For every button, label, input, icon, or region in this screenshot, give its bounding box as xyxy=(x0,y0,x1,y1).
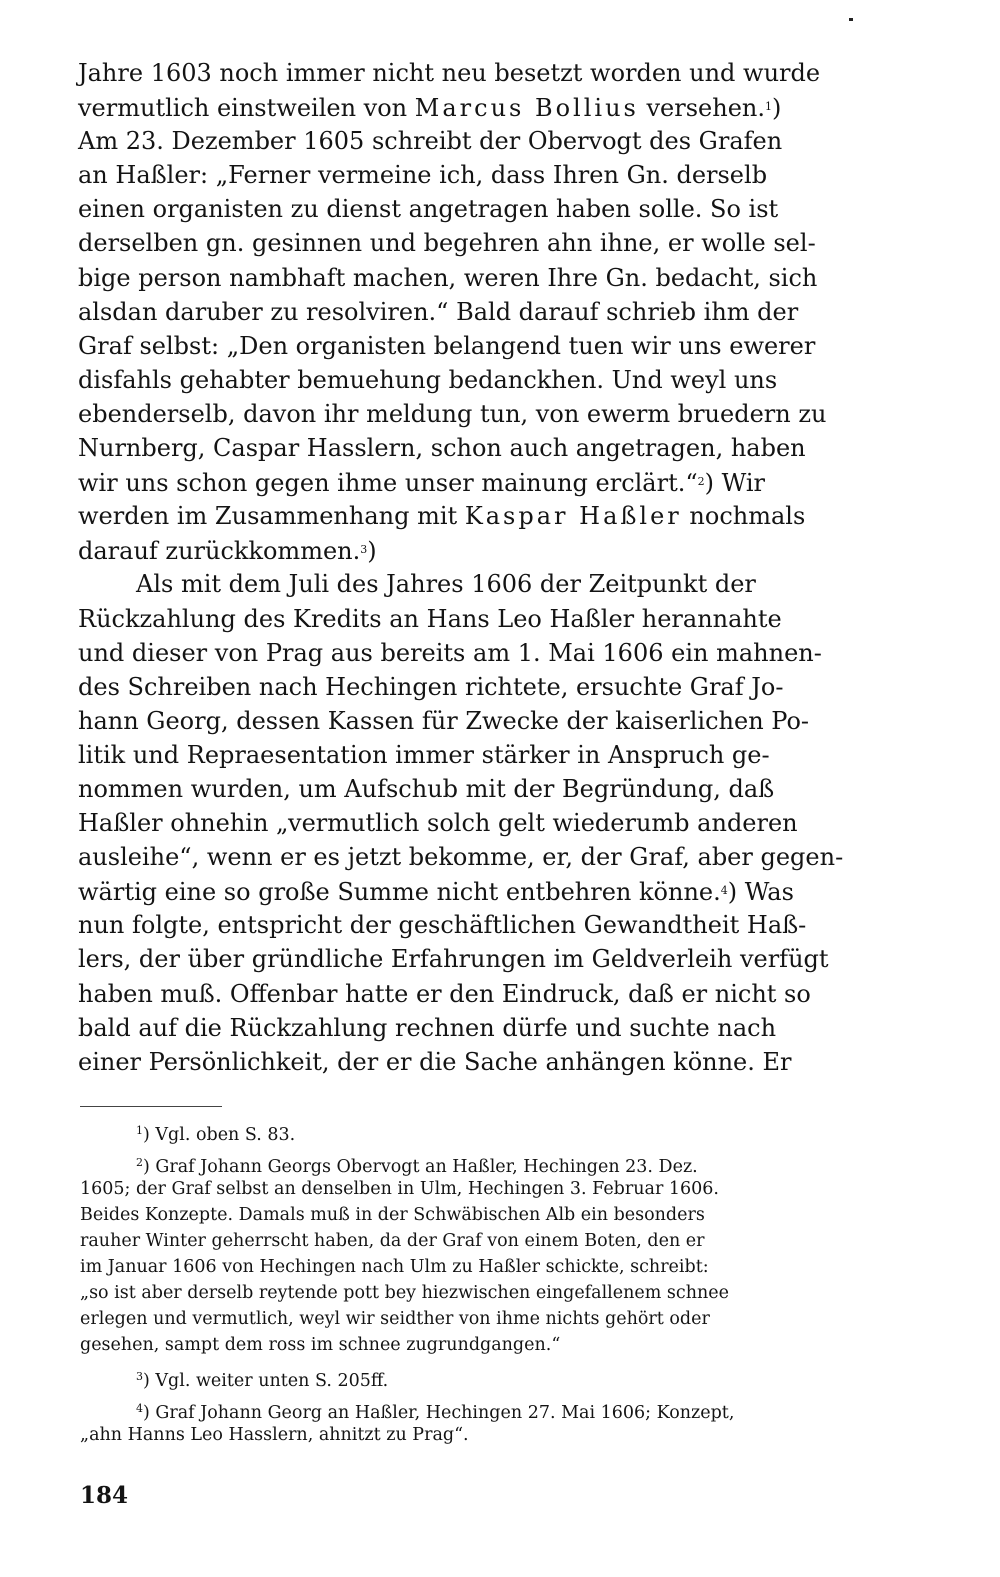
ink-speck xyxy=(849,18,853,21)
text-line: ausleihe“, wenn er es jetzt bekomme, er, der Graf, aber gegen- xyxy=(78,843,844,872)
footnote-mark: 3 xyxy=(136,1370,143,1383)
text-line: Jahre 1603 noch immer nicht neu besetzt worden und wurde xyxy=(78,59,821,87)
footnote-1: $^1$) Vgl. oben S. 83. xyxy=(136,1124,296,1145)
text-line: vermutlich einstweilen von Marcus Bollius versehen.$^1$) xyxy=(78,94,782,123)
footnote-line: rauher Winter geherrscht haben, da der Graf von einem Boten, den er xyxy=(80,1231,705,1251)
footnote-3: $^3$) Vgl. weiter unten S. 205ff. xyxy=(136,1370,389,1391)
main-text xyxy=(78,56,914,1079)
text-line: Haßler ohnehin „vermutlich solch gelt wiederumb anderen xyxy=(78,809,798,838)
text-line: hann Georg, dessen Kassen für Zwecke der kaiserlichen Po- xyxy=(78,706,810,735)
footnote-2: $^2$) Graf Johann Georgs Obervogt an Haßler, Hechingen 23. Dez. xyxy=(136,1156,698,1177)
text-line: nun folgte, entspricht der geschäftlichen Gewandtheit Haß- xyxy=(78,911,807,940)
text-line: bige person nambhaft machen, weren Ihre Gn. bedacht, sich xyxy=(78,263,818,292)
text-line: disfahls gehabter bemuehung bedanckhen. Und weyl uns xyxy=(78,365,778,394)
page-number: 184 xyxy=(80,1482,129,1509)
footnote-line: Beides Konzepte. Damals muß in der Schwäbischen Alb ein besonders xyxy=(80,1205,705,1225)
footnote-line: 1605; der Graf selbst an denselben in Ulm, Hechingen 3. Februar 1606. xyxy=(80,1179,719,1199)
footnote-ref: 2 xyxy=(697,475,705,489)
text-line: derselben gn. gesinnen und begehren ahn ihne, er wolle sel- xyxy=(78,229,816,258)
footnote-mark: 1 xyxy=(136,1124,143,1137)
text-line: wir uns schon gegen ihme unser mainung erclärt.“$^2$) Wir xyxy=(78,469,766,498)
text-line: wärtig eine so große Summe nicht entbehren könne.$^4$) Was xyxy=(78,878,794,907)
text-line: einer Persönlichkeit, der er die Sache anhängen könne. Er xyxy=(78,1047,792,1076)
footnote-line: gesehen, sampt dem ross im schnee zugrundgangen.“ xyxy=(80,1335,561,1355)
footnote-ref: 3 xyxy=(360,543,368,557)
text-line: darauf zurückkommen.$^3$) xyxy=(78,537,377,566)
spaced-name: Marcus Bollius xyxy=(414,94,639,123)
text-line: nommen wurden, um Aufschub mit der Begründung, daß xyxy=(78,774,775,803)
footnote-ref: 1 xyxy=(765,100,772,114)
text-line: werden im Zusammenhang mit Kaspar Haßler nochmals xyxy=(78,502,806,531)
text-line: und dieser von Prag aus bereits am 1. Mai 1606 ein mahnen- xyxy=(78,638,822,667)
paragraph-start: Als mit dem Juli des Jahres 1606 der Zeitpunkt der xyxy=(136,570,756,599)
text-line: an Haßler: „Ferner vermeine ich, dass Ihren Gn. derselb xyxy=(78,161,768,190)
text-line: haben muß. Offenbar hatte er den Eindruck, daß er nicht so xyxy=(78,979,811,1008)
text-line: lers, der über gründliche Erfahrungen im Geldverleih verfügt xyxy=(78,945,829,974)
text-line: bald auf die Rückzahlung rechnen dürfe und suchte nach xyxy=(78,1013,777,1042)
footnote-ref: 4 xyxy=(720,884,728,898)
footnotes xyxy=(80,1118,914,1448)
footnote-line: „so ist aber derselb reytende pott bey hiezwischen eingefallenem schnee xyxy=(80,1283,729,1303)
footnote-separator xyxy=(80,1106,222,1107)
footnote-4: $^4$) Graf Johann Georg an Haßler, Hechingen 27. Mai 1606; Konzept, xyxy=(136,1402,735,1423)
text-line: Am 23. Dezember 1605 schreibt der Obervogt des Grafen xyxy=(78,127,783,156)
text-line: Graf selbst: „Den organisten belangend tuen wir uns ewerer xyxy=(78,331,816,360)
footnote-mark: 4 xyxy=(136,1402,143,1415)
footnote-line: „ahn Hanns Leo Hasslern, ahnitzt zu Prag“. xyxy=(80,1425,469,1445)
spaced-name: Kaspar Haßler xyxy=(464,502,682,531)
footnote-line: im Januar 1606 von Hechingen nach Ulm zu Haßler schickte, schreibt: xyxy=(80,1257,709,1277)
text-line: des Schreiben nach Hechingen richtete, ersuchte Graf Jo- xyxy=(78,672,784,701)
text-line: Nurnberg, Caspar Hasslern, schon auch angetragen, haben xyxy=(78,434,806,463)
text-line: alsdan daruber zu resolviren.“ Bald darauf schrieb ihm der xyxy=(78,297,799,326)
footnote-mark: 2 xyxy=(136,1156,143,1169)
text-line: einen organisten zu dienst angetragen haben solle. So ist xyxy=(78,195,779,224)
footnote-line: erlegen und vermutlich, weyl wir seidther von ihme nichts gehört oder xyxy=(80,1309,710,1329)
text-line: litik und Repraesentation immer stärker in Anspruch ge- xyxy=(78,740,770,769)
text-line: ebenderselb, davon ihr meldung tun, von ewerm bruedern zu xyxy=(78,399,827,428)
text-line: Rückzahlung des Kredits an Hans Leo Haßler herannahte xyxy=(78,604,782,633)
